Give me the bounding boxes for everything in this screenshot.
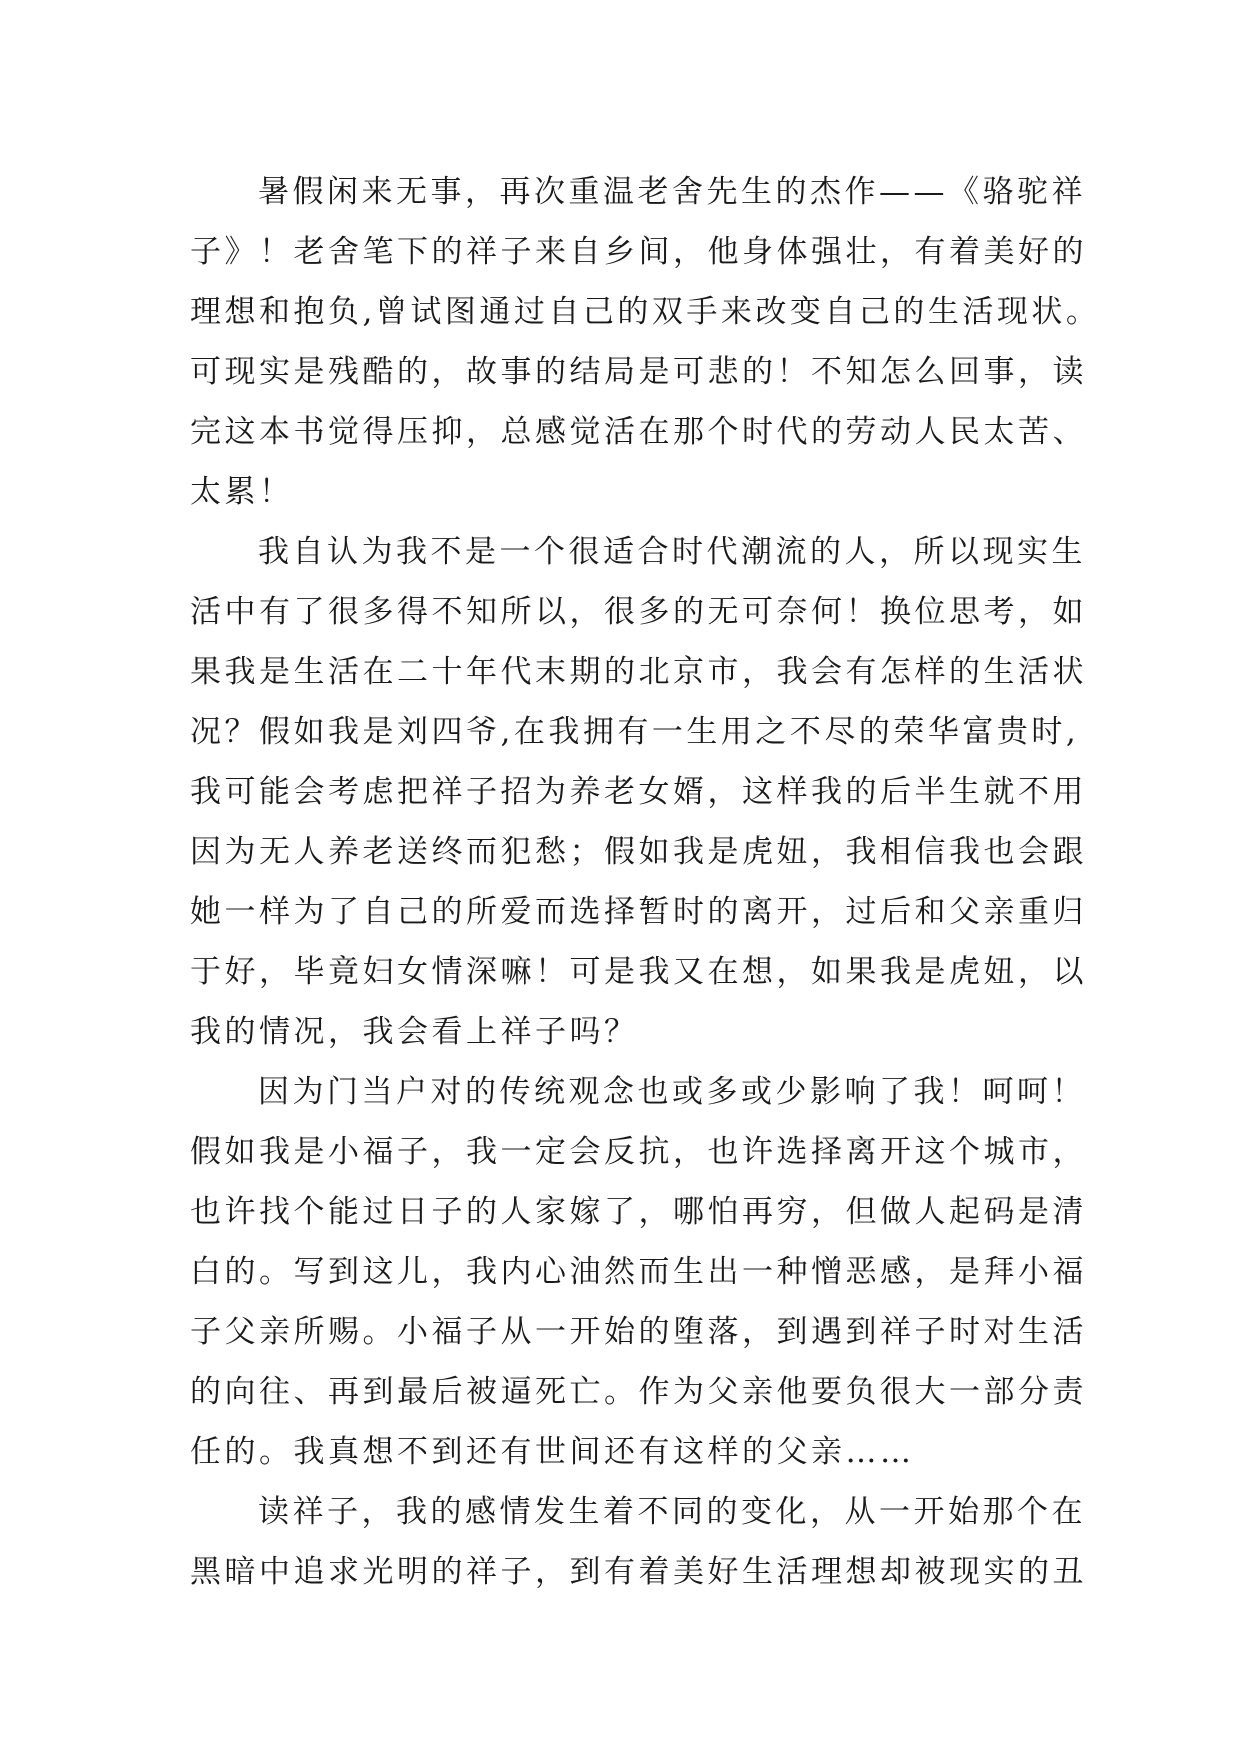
essay-line: 完这本书觉得压抑，总感觉活在那个时代的劳动人民太苦、 (190, 414, 1087, 450)
essay-line: 子父亲所赐。小福子从一开始的堕落，到遇到祥子时对生活 (190, 1314, 1087, 1350)
essay-line: 暑假闲来无事，再次重温老舍先生的杰作——《骆驼祥 (258, 174, 1086, 210)
essay-line: 读祥子，我的感情发生着不同的变化，从一开始那个在 (258, 1494, 1086, 1530)
essay-line: 太累！ (190, 474, 294, 510)
essay-line: 白的。写到这儿，我内心油然而生出一种憎恶感，是拜小福 (190, 1254, 1087, 1290)
essay-line: 她一样为了自己的所爱而选择暂时的离开，过后和父亲重归 (190, 894, 1087, 930)
essay-line: 果我是生活在二十年代末期的北京市，我会有怎样的生活状 (190, 654, 1087, 690)
essay-line: 活中有了很多得不知所以，很多的无可奈何！换位思考，如 (190, 594, 1087, 630)
essay-line: 因为门当户对的传统观念也或多或少影响了我！呵呵！ (258, 1074, 1086, 1110)
essay-line: 可现实是残酷的，故事的结局是可悲的！不知怎么回事，读 (190, 354, 1087, 390)
essay-line: 理想和抱负,曾试图通过自己的双手来改变自己的生活现状。 (190, 294, 1101, 330)
essay-line: 因为无人养老送终而犯愁；假如我是虎妞，我相信我也会跟 (190, 834, 1087, 870)
essay-body (190, 162, 1101, 1602)
essay-line: 于好，毕竟妇女情深嘛！可是我又在想，如果我是虎妞，以 (190, 954, 1087, 990)
essay-line: 任的。我真想不到还有世间还有这样的父亲…… (190, 1434, 915, 1470)
essay-line: 我自认为我不是一个很适合时代潮流的人，所以现实生 (258, 534, 1086, 570)
essay-line: 的向往、再到最后被逼死亡。作为父亲他要负很大一部分责 (190, 1374, 1087, 1410)
essay-line: 假如我是小福子，我一定会反抗，也许选择离开这个城市， (190, 1134, 1087, 1170)
essay-line: 况？假如我是刘四爷,在我拥有一生用之不尽的荣华富贵时, (190, 714, 1080, 750)
essay-line: 子》！老舍笔下的祥子来自乡间，他身体强壮，有着美好的 (190, 234, 1087, 270)
essay-line: 我的情况，我会看上祥子吗？ (190, 1014, 639, 1050)
essay-line: 我可能会考虑把祥子招为养老女婿，这样我的后半生就不用 (190, 774, 1087, 810)
essay-line: 也许找个能过日子的人家嫁了，哪怕再穷，但做人起码是清 (190, 1194, 1087, 1230)
essay-line: 黑暗中追求光明的祥子，到有着美好生活理想却被现实的丑 (190, 1554, 1087, 1590)
